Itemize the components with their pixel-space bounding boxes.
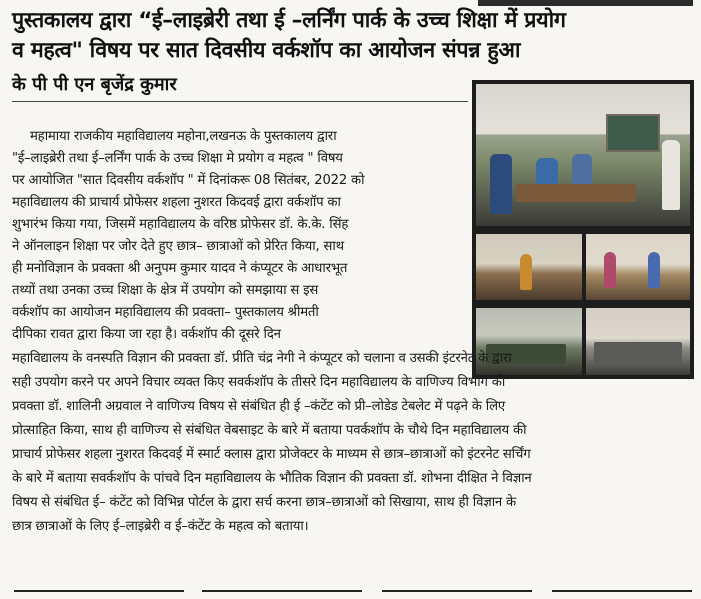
headline [12, 6, 696, 66]
article-line: प्रवक्ता डॉ. शालिनी अग्रवाल ने वाणिज्य विषय से संबंधित ही ई –कंटेंट को प्री–लोडेड टेबलेट में पढ़ने के लिए [12, 399, 505, 414]
byline: के पी पी एन बृजेंद्र कुमार [12, 74, 177, 95]
article-line: ने ऑनलाइन शिक्षा पर जोर देते हुए छात्र– छात्राओं को प्रेरित किया, साथ [12, 239, 344, 254]
article-line: प्राचार्य प्रोफेसर शहला नुशरत किदवई में स्मार्ट क्लास द्वारा प्रोजेक्टर के माध्यम से छात्र–छात्राओं को इंटरनेट सर्चिंग [12, 447, 531, 462]
article-line: महाविद्यालय की प्राचार्य प्रोफेसर शहला नुशरत किदवई द्वारा वर्कशॉप का [12, 195, 341, 210]
byline-divider [12, 101, 468, 102]
article-line: ही मनोविज्ञान के प्रवक्ता श्री अनुपम कुमार यादव ने कंप्यूटर के आधारभूत [12, 261, 348, 276]
photo-collage [472, 80, 694, 379]
article-line: छात्र छात्राओं के लिए ई–लाइब्रेरी व ई–कंटेंट के महत्व को बताया। [12, 519, 309, 534]
article-line: महामाया राजकीय महाविद्यालय महोना,लखनऊ के पुस्तकालय द्वारा [30, 129, 337, 144]
article-line: "ई–लाइब्रेरी तथा ई–लर्निंग पार्क के उच्च शिक्षा मे प्रयोग व महत्व " विषय [12, 151, 343, 166]
article-line: के बारे में बताया सवर्कशॉप के पांचवे दिन महाविद्यालय के भौतिक विज्ञान की प्रवक्ता डॉ. शोभना दीक्षित ने विज्ञान [12, 471, 532, 486]
article-line: पर आयोजित "सात दिवसीय वर्कशॉप " में दिनांकरू 08 सितंबर, 2022 को [12, 173, 365, 188]
article-line: विषय से संबंधित ई– कंटेंट को विभिन्न पोर्टल के द्वारा सर्च करना छात्र–छात्राओं को सिखाया, साथ ही विज्ञान के [12, 495, 516, 510]
next-headline-cutoff [12, 590, 696, 599]
article-line: दीपिका रावत द्वारा किया जा रहा है। वर्कशॉप की दूसरे दिन [12, 327, 281, 342]
article-line: वर्कशॉप का आयोजन महाविद्यालय की प्रवक्ता– पुस्तकालय श्रीमती [12, 305, 319, 320]
article-line: शुभारंभ किया गया, जिसमें महाविद्यालय के वरिष्ठ प्रोफेसर डॉ. के.के. सिंह [12, 217, 349, 232]
workshop-photo-5 [586, 308, 690, 375]
article-line: महाविद्यालय के वनस्पति विज्ञान की प्रवक्ता डॉ. प्रीति चंद्र नेगी ने कंप्यूटर को चलाना व उसकी इंटरनेट के द्वारा [12, 351, 512, 366]
article-line: प्रोत्साहित किया, साथ ही वाणिज्य से संबंधित वेबसाइट के बारे में बताया पवर्कशॉप के चौथे दिन महाविद्यालय की [12, 423, 527, 438]
article-line: तथ्यों तथा उनका उच्च शिक्षा के क्षेत्र में उपयोग को समझाया स इस [12, 283, 319, 298]
headline-line-2: व महत्व" विषय पर सात दिवसीय वर्कशॉप का आयोजन संपन्न हुआ [12, 38, 521, 63]
workshop-photo-2 [476, 234, 582, 300]
headline-line-1: पुस्तकालय द्वारा “ई–लाइब्रेरी तथा ई –लर्निंग पार्क के उच्च शिक्षा में प्रयोग [12, 8, 566, 33]
article-line: सही उपयोग करने पर अपने विचार व्यक्त किए सवर्कशॉप के तीसरे दिन महाविद्यालय के वाणिज्य विभाग की [12, 375, 506, 390]
workshop-photo-3 [586, 234, 690, 300]
workshop-photo-main [476, 84, 690, 226]
